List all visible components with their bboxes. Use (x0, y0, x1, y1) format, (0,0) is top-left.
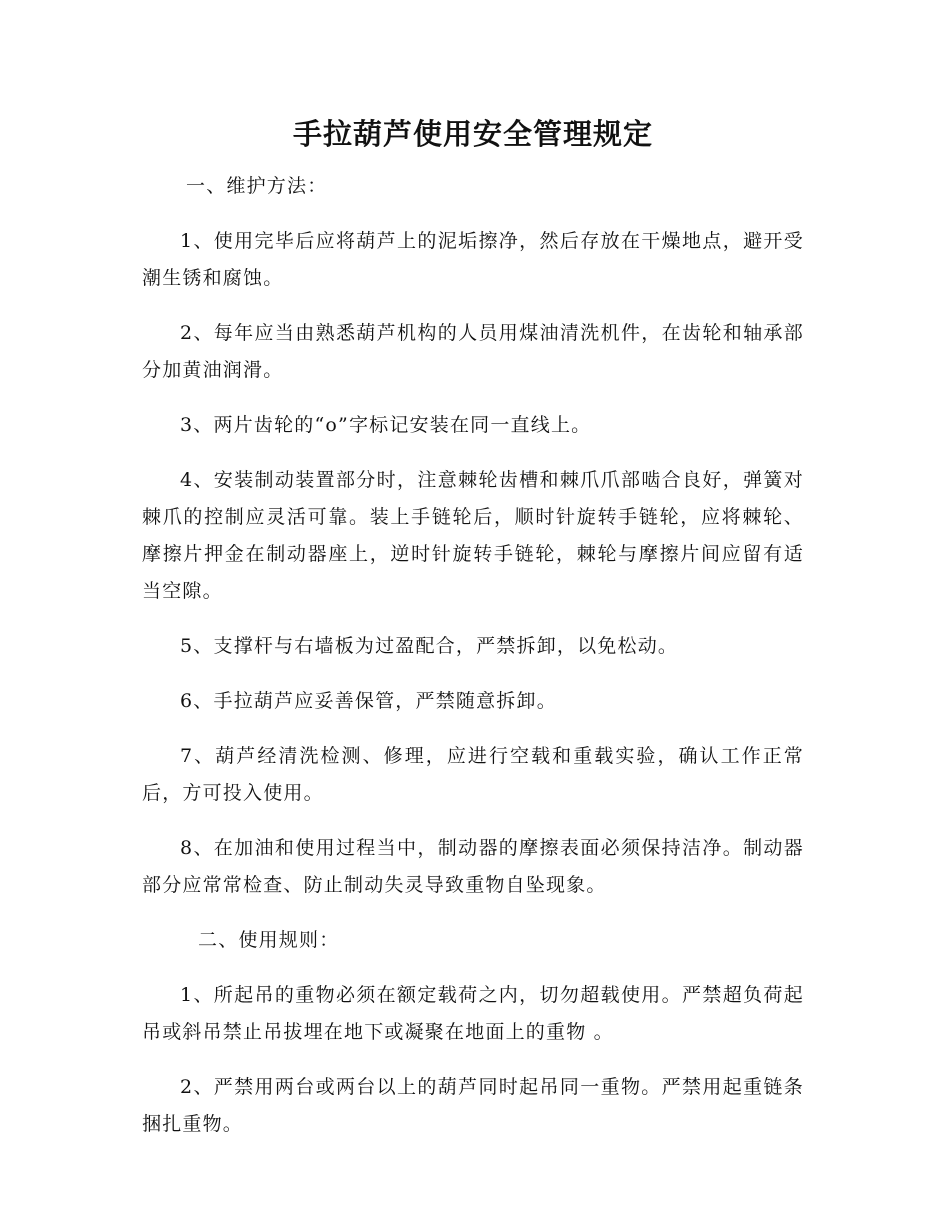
paragraph: 2、严禁用两台或两台以上的葫芦同时起吊同一重物。严禁用起重链条捆扎重物。 (142, 1076, 804, 1135)
paragraph: 1、使用完毕后应将葫芦上的泥垢擦净，然后存放在干燥地点，避开受潮生锈和腐蚀。 (142, 230, 804, 289)
paragraph: 2、每年应当由熟悉葫芦机构的人员用煤油清洗机件，在齿轮和轴承部分加黄油润滑。 (142, 322, 804, 381)
paragraph: 6、手拉葫芦应妥善保管，严禁随意拆卸。 (180, 690, 557, 712)
paragraph: 7、葫芦经清洗检测、修理，应进行空载和重载实验，确认工作正常后，方可投入使用。 (142, 745, 804, 804)
document-title: 手拉葫芦使用安全管理规定 (292, 117, 653, 151)
section-heading-maintenance: 一、维护方法： (186, 175, 328, 197)
paragraph: 3、两片齿轮的“o”字标记安装在同一直线上。 (180, 414, 592, 436)
paragraph: 4、安装制动装置部分时，注意棘轮齿槽和棘爪爪部啮合良好，弹簧对棘爪的控制应灵活可靠。装上手链轮后，顺时针旋转手链轮，应将棘轮、摩擦片押金在制动器座上，逆时针旋转手链轮，棘轮与摩擦片间应留有适当空隙。 (142, 469, 804, 602)
paragraph: 5、支撑杆与右墙板为过盈配合，严禁拆卸，以免松动。 (180, 635, 679, 657)
paragraph: 1、所起吊的重物必须在额定载荷之内，切勿超载使用。严禁超负荷起吊或斜吊禁止吊拔埋在地下或凝聚在地面上的重物 。 (142, 984, 804, 1043)
section-heading-usage-rules: 二、使用规则： (198, 929, 340, 951)
paragraph: 8、在加油和使用过程当中，制动器的摩擦表面必须保持洁净。制动器部分应常常检查、防止制动失灵导致重物自坠现象。 (142, 837, 804, 896)
